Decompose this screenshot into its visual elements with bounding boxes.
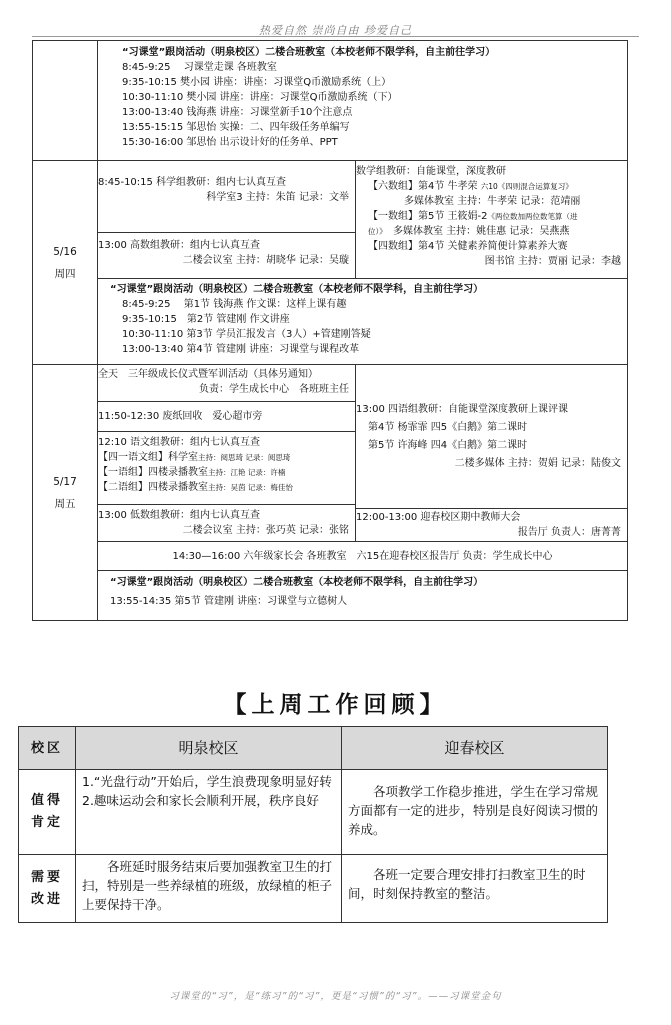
positive-yingchun: 各项教学工作稳步推进，学生在学习常规方面都有一定的进步，特别是良好阅读习惯的养成。 <box>342 770 608 855</box>
header-divider <box>32 36 639 37</box>
event-line: 11:50-12:30 废纸回收 爱心超市旁 <box>98 411 263 422</box>
day-date: 5/17 <box>53 475 77 488</box>
thu-highmath-cell <box>98 233 356 279</box>
review-item: 2.趣味运动会和家长会顺利开展，秩序良好 <box>82 793 319 808</box>
thu-row-3 <box>33 279 628 365</box>
day-weekday: 周五 <box>54 497 76 510</box>
activity-line: 13:55-14:35 第5节 管建刚 讲座：习课堂与立德树人 <box>110 596 348 607</box>
row-label-line: 改进 <box>30 891 63 907</box>
top-block-row <box>33 41 628 161</box>
event-line: 科学室3 主持：朱笛 记录：文举 <box>206 192 349 203</box>
event-line: 负责：学生成长中心 各班班主任 <box>199 384 349 395</box>
row-label-improve <box>19 855 76 923</box>
event-line: 数学组教研：自能课堂，深度教研 <box>356 166 506 177</box>
activity-line: 13:00-13:40 钱海燕 讲座：习课堂新手10个注意点 <box>122 107 353 118</box>
activity-line: 8:45-9:25 第1节 钱海燕 作文课：这样上课有趣 <box>122 299 347 310</box>
thu-science-cell <box>98 161 356 233</box>
fri-military-cell <box>98 365 356 402</box>
event-line <box>356 179 627 194</box>
review-item: 1.“光盘行动”开始后，学生浪费现象明显好转 <box>82 774 332 789</box>
row-label-line: 需要 <box>30 869 63 885</box>
event-line: 【四数组】第4节 关健素养简便计算素养大赛 <box>368 241 568 252</box>
fri-row-7 <box>33 571 628 621</box>
event-small-text: 六10《四则混合运算复习》 <box>480 182 573 191</box>
fri-row-6 <box>33 542 628 571</box>
header-yingchun: 迎春校区 <box>342 727 608 770</box>
fri-lowmath-cell <box>98 505 356 542</box>
event-small-text: 主持：江艳 记录：许楠 <box>208 468 286 477</box>
header-motto: 热爱自然 崇尚自由 珍爱自己 <box>259 24 412 37</box>
event-small-text: 《两位数加两位数笔算（进 <box>487 212 578 221</box>
day-cell-thu <box>33 161 98 365</box>
event-line: 多媒体教室 主持：牛孝荣 记录：范靖丽 <box>404 196 581 207</box>
event-line: 13:00 低数组教研：组内七认真互查 <box>98 510 260 521</box>
event-line <box>356 224 627 239</box>
thu-activity-block <box>98 279 628 365</box>
activity-line: 10:30-11:10 樊小园 讲座：讲座：习课堂Q币激励系统（下） <box>122 92 398 103</box>
event-text: 【一数组】第5节 王筱娟-2 <box>368 211 488 222</box>
row-label-positive <box>19 770 76 855</box>
fri-recycle-cell <box>98 402 356 432</box>
section-title: 【上周工作回顾】 <box>223 691 448 718</box>
improve-mingquan: 各班延时服务结束后要加强教室卫生的打扫，特别是一些养绿植的班级，放绿植的柜子上要保持干净。 <box>76 855 342 923</box>
event-line: 第4节 杨霏霏 四5《白鹅》第二课时 <box>368 422 528 433</box>
review-row-positive <box>19 770 608 855</box>
footer-quote: 习课堂的“习”，是“练习”的“习”，更是“习惯”的“习”。——习课堂金句 <box>169 991 502 1002</box>
activity-line: 15:30-16:00 邹思怡 出示设计好的任务单、PPT <box>122 137 338 148</box>
event-small-text: 主持：吴茵 记录：梅佳怡 <box>208 483 293 492</box>
improve-yingchun: 各班一定要合理安排打扫教室卫生的时间，时刻保持教室的整洁。 <box>342 855 608 923</box>
fri-meeting-cell <box>356 509 628 542</box>
event-line <box>98 450 355 465</box>
activity-line: 8:45-9:25 习课堂走课 各班教室 <box>122 62 277 73</box>
activity-line: 13:55-15:15 邹思怡 实操：二、四年级任务单编写 <box>122 122 350 133</box>
event-text: 【四一语文组】科学室 <box>98 452 198 463</box>
event-line: 14:30—16:00 六年级家长会 各班教室 六15在迎春校区报告厅 负责：学生成长中心 <box>172 550 553 562</box>
positive-mingquan <box>76 770 342 855</box>
activity-title: “习课堂”跟岗活动（明泉校区）二楼合班教室（本校老师不限学科，自主前往学习） <box>110 577 484 588</box>
event-line: 12:00-13:00 迎春校区期中教师大会 <box>356 512 521 523</box>
review-row-improve <box>19 855 608 923</box>
thu-row-1 <box>33 161 628 233</box>
event-line: 报告厅 负责人：唐菁菁 <box>517 527 621 538</box>
event-line: 13:00 四语组教研：自能课堂深度教研上课评课 <box>356 404 568 415</box>
event-line: 第5节 许海峰 四4《白鹅》第二课时 <box>368 440 528 451</box>
fri-parents-meeting-cell <box>98 542 628 571</box>
event-small-text: 主持：阅思琦 记录：阅思琦 <box>198 453 291 462</box>
event-line: 12:10 语文组教研：组内七认真互查 <box>98 437 260 448</box>
thu-math-cell <box>356 161 628 279</box>
activity-line: 13:00-13:40 第4节 管建刚 讲座：习课堂与课程改革 <box>122 344 360 355</box>
event-line <box>98 465 355 480</box>
row-label-line: 肯定 <box>30 815 63 830</box>
schedule-table <box>32 40 628 621</box>
event-small-text: 位）》 <box>368 227 383 236</box>
event-line: 全天 三年级成长仪式暨军训活动（具体另通知） <box>98 369 318 380</box>
event-line: 13:00 高数组教研：组内七认真互查 <box>98 240 260 251</box>
event-text: 【六数组】第4节 牛孝荣 <box>368 181 478 192</box>
event-line: 二楼会议室 主持：张巧英 记录：张铭 <box>182 525 349 536</box>
activity-title: “习课堂”跟岗活动（明泉校区）二楼合班教室（本校老师不限学科，自主前往学习） <box>122 47 496 58</box>
row-label-line: 值得 <box>30 793 63 808</box>
activity-line: 9:35-10:15 第2节 管建刚 作文讲座 <box>122 314 290 325</box>
empty-day-cell <box>33 41 98 161</box>
event-line: 二楼会议室 主持：胡晓华 记录：吴璇 <box>182 255 349 266</box>
fri-chinese4-cell <box>356 365 628 509</box>
day-weekday: 周四 <box>54 267 76 280</box>
fri-activity-block <box>98 571 628 621</box>
event-line: 二楼多媒体 主持：贺娟 记录：陆俊文 <box>454 458 621 469</box>
header-mingquan: 明泉校区 <box>76 727 342 770</box>
day-date: 5/16 <box>53 245 77 258</box>
event-text: 多媒体教室 主持：姚佳惠 记录：吴燕燕 <box>393 226 570 237</box>
header-campus: 校区 <box>19 727 76 770</box>
event-line: 图书馆 主持：贾丽 记录：李越 <box>484 256 621 267</box>
event-line: 8:45-10:15 科学组教研：组内七认真互查 <box>98 177 287 188</box>
event-line <box>98 480 355 495</box>
event-line <box>356 209 627 224</box>
activity-title: “习课堂”跟岗活动（明泉校区）二楼合班教室（本校老师不限学科，自主前往学习） <box>110 284 484 295</box>
event-text: 【一语组】四楼录播教室 <box>98 467 208 478</box>
fri-chinese-cell <box>98 432 356 505</box>
activity-line: 9:35-10:15 樊小园 讲座：讲座：习课堂Q币激励系统（上） <box>122 77 392 88</box>
event-text: 【二语组】四楼录播教室 <box>98 482 208 493</box>
day-cell-fri <box>33 365 98 621</box>
review-header-row <box>19 727 608 770</box>
top-block <box>98 41 628 161</box>
fri-row-1 <box>33 365 628 402</box>
review-table <box>18 726 608 923</box>
activity-line: 10:30-11:10 第3节 学员汇报发言（3人）+管建刚答疑 <box>122 329 371 340</box>
